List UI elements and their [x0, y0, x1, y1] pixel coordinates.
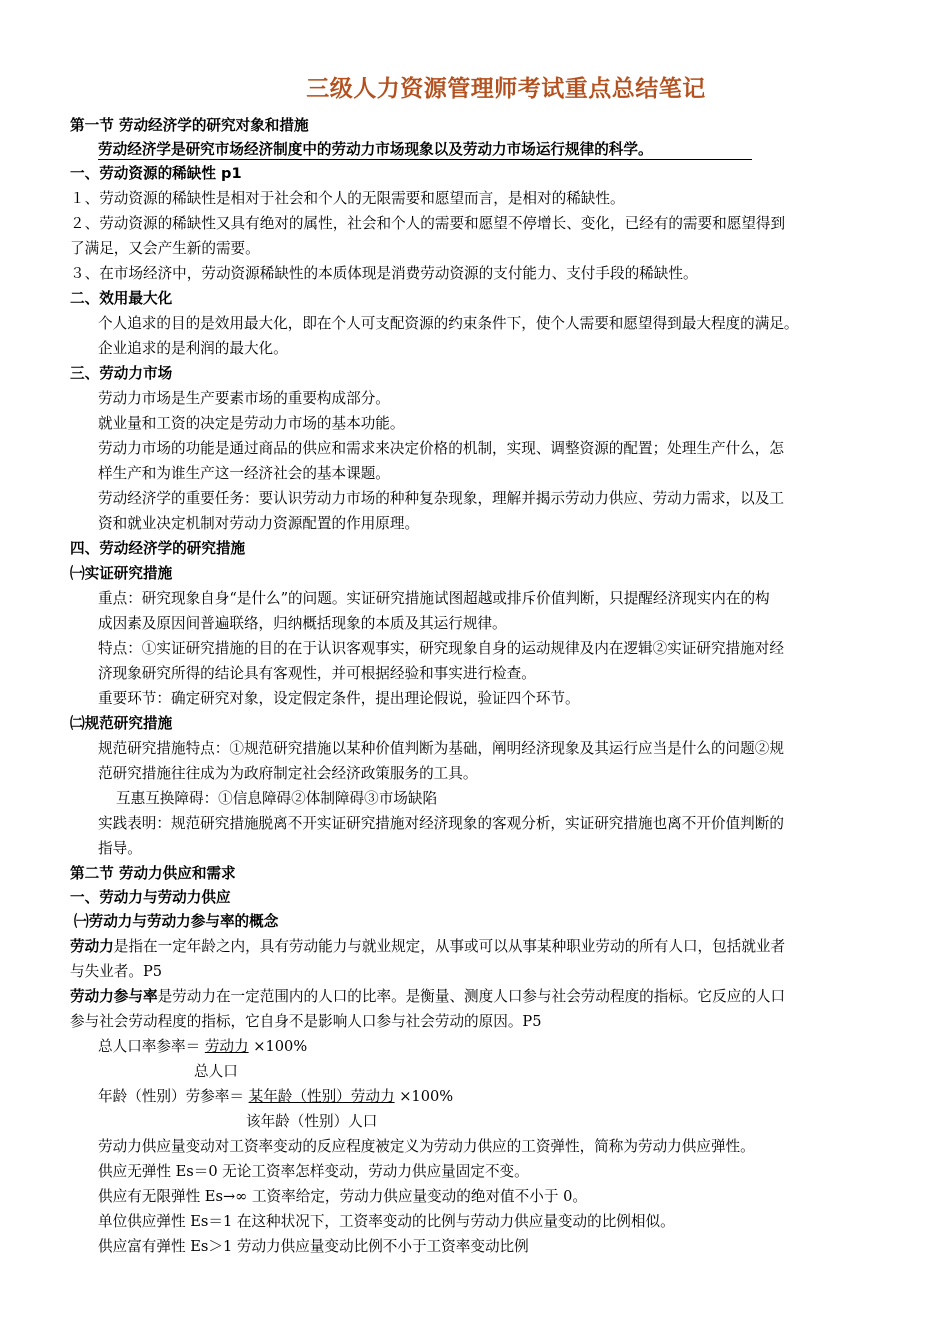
formula-numerator: 劳动力 [204, 1038, 249, 1055]
paragraph-line: 供应富有弹性 Es＞1 劳动力供应量变动比例不小于工资率变动比例 [98, 1238, 529, 1255]
paragraph-line: 重点：研究现象自身“是什么”的问题。实证研究措施试图超越或排斥价值判断，只提醒经济现实内在的构 [98, 590, 770, 607]
formula-numerator: 某年龄（性别）劳动力 [248, 1088, 395, 1105]
paragraph-line: 指导。 [98, 840, 142, 857]
formula-denominator: 该年龄（性别）人口 [246, 1113, 378, 1130]
document-title: 三级人力资源管理师考试重点总结笔记 [306, 76, 706, 102]
subsection-heading: 四、劳动经济学的研究措施 [70, 540, 246, 557]
paragraph-line: 就业量和工资的决定是劳动力市场的基本功能。 [98, 415, 405, 432]
section-heading: 第一节 劳动经济学的研究对象和措施 [70, 117, 309, 134]
subsection-heading: 二、效用最大化 [70, 290, 173, 307]
paragraph-line: 特点：①实证研究措施的目的在于认识客观事实，研究现象自身的运动规律及内在逻辑②实证研究措施对经 [98, 640, 784, 657]
paragraph-line: 重要环节：确定研究对象，设定假定条件，提出理论假说，验证四个环节。 [98, 690, 580, 707]
paragraph-line: 资和就业决定机制对劳动力资源配置的作用原理。 [98, 515, 420, 532]
paragraph-line: 个人追求的目的是效用最大化，即在个人可支配资源的约束条件下，使个人需要和愿望得到最大程度的满足。 [98, 315, 799, 332]
section-heading: 第二节 劳动力供应和需求 [70, 865, 236, 882]
subsection-heading: 三、劳动力市场 [70, 365, 173, 382]
subsection-heading: 一、劳动资源的稀缺性 p1 [70, 165, 242, 182]
definition-underline [98, 159, 752, 160]
paragraph-line: 样生产和为谁生产这一经济社会的基本课题。 [98, 465, 390, 482]
subsection-heading: ㈡规范研究措施 [70, 715, 173, 732]
paragraph-line: 互惠互换障碍：①信息障碍②体制障碍③市场缺陷 [116, 790, 438, 807]
subsection-heading: ㈠实证研究措施 [70, 565, 173, 582]
paragraph-line: 规范研究措施特点：①规范研究措施以某种价值判断为基础，阐明经济现象及其运行应当是什么的问题②规 [98, 740, 784, 757]
paragraph-line: 劳动力市场是生产要素市场的重要构成部分。 [98, 390, 390, 407]
definition-line: 参与社会劳动程度的指标，它自身不是影响人口参与社会劳动的原因。P5 [70, 1013, 542, 1030]
formula-age-rate: 年龄（性别）劳参率＝ 某年龄（性别）劳动力 ×100% [98, 1088, 454, 1105]
paragraph-line: 实践表明：规范研究措施脱离不开实证研究措施对经济现象的客观分析，实证研究措施也离不开价值判断的 [98, 815, 784, 832]
paragraph-line: 济现象研究所得的结论具有客观性，并可根据经验和事实进行检查。 [98, 665, 536, 682]
definition-line: 劳动力参与率是劳动力在一定范围内的人口的比率。是衡量、测度人口参与社会劳动程度的指标。它反应的人口 [70, 988, 786, 1005]
term-participation-rate: 劳动力参与率 [70, 988, 158, 1005]
paragraph-line: 供应无弹性 Es＝0 无论工资率怎样变动，劳动力供应量固定不变。 [98, 1163, 529, 1180]
term-labor-force: 劳动力 [70, 938, 114, 955]
definition-line: 与失业者。P5 [70, 963, 163, 980]
paragraph-line: 劳动经济学的重要任务：要认识劳动力市场的种种复杂现象，理解并揭示劳动力供应、劳动力需求，以及工 [98, 490, 784, 507]
paragraph-line: ２、劳动资源的稀缺性又具有绝对的属性，社会和个人的需要和愿望不停增长、变化，已经有的需要和愿望得到 [70, 215, 786, 232]
formula-denominator: 总人口 [194, 1063, 238, 1080]
paragraph-line: 劳动力市场的功能是通过商品的供应和需求来决定价格的机制，实现、调整资源的配置；处理生产什么，怎 [98, 440, 784, 457]
formula-total-rate: 总人口率参率＝ 劳动力 ×100% [98, 1038, 308, 1055]
paragraph-line: 企业追求的是利润的最大化。 [98, 340, 288, 357]
subsection-heading: ㈠劳动力与劳动力参与率的概念 [74, 913, 279, 930]
paragraph-line: 了满足，又会产生新的需要。 [70, 240, 260, 257]
paragraph-line: 范研究措施往往成为为政府制定社会经济政策服务的工具。 [98, 765, 478, 782]
paragraph-line: 劳动力供应量变动对工资率变动的反应程度被定义为劳动力供应的工资弹性，简称为劳动力供应弹性。 [98, 1138, 755, 1155]
paragraph-line: 单位供应弹性 Es＝1 在这种状况下，工资率变动的比例与劳动力供应量变动的比例相似。 [98, 1213, 675, 1230]
subsection-heading: 一、劳动力与劳动力供应 [70, 889, 231, 906]
paragraph-line: １、劳动资源的稀缺性是相对于社会和个人的无限需要和愿望而言，是相对的稀缺性。 [70, 190, 625, 207]
definition-line: 劳动力是指在一定年龄之内，具有劳动能力与就业规定，从事或可以从事某种职业劳动的所有人口，包括就业者 [70, 938, 786, 955]
paragraph-line: 供应有无限弹性 Es→∞ 工资率给定，劳动力供应量变动的绝对值不小于 0。 [98, 1188, 587, 1205]
paragraph-line: 成因素及原因间普遍联络，归纳概括现象的本质及其运行规律。 [98, 615, 507, 632]
definition-text: 劳动经济学是研究市场经济制度中的劳动力市场现象以及劳动力市场运行规律的科学。 [98, 141, 653, 158]
paragraph-line: ３、在市场经济中，劳动资源稀缺性的本质体现是消费劳动资源的支付能力、支付手段的稀缺性。 [70, 265, 698, 282]
